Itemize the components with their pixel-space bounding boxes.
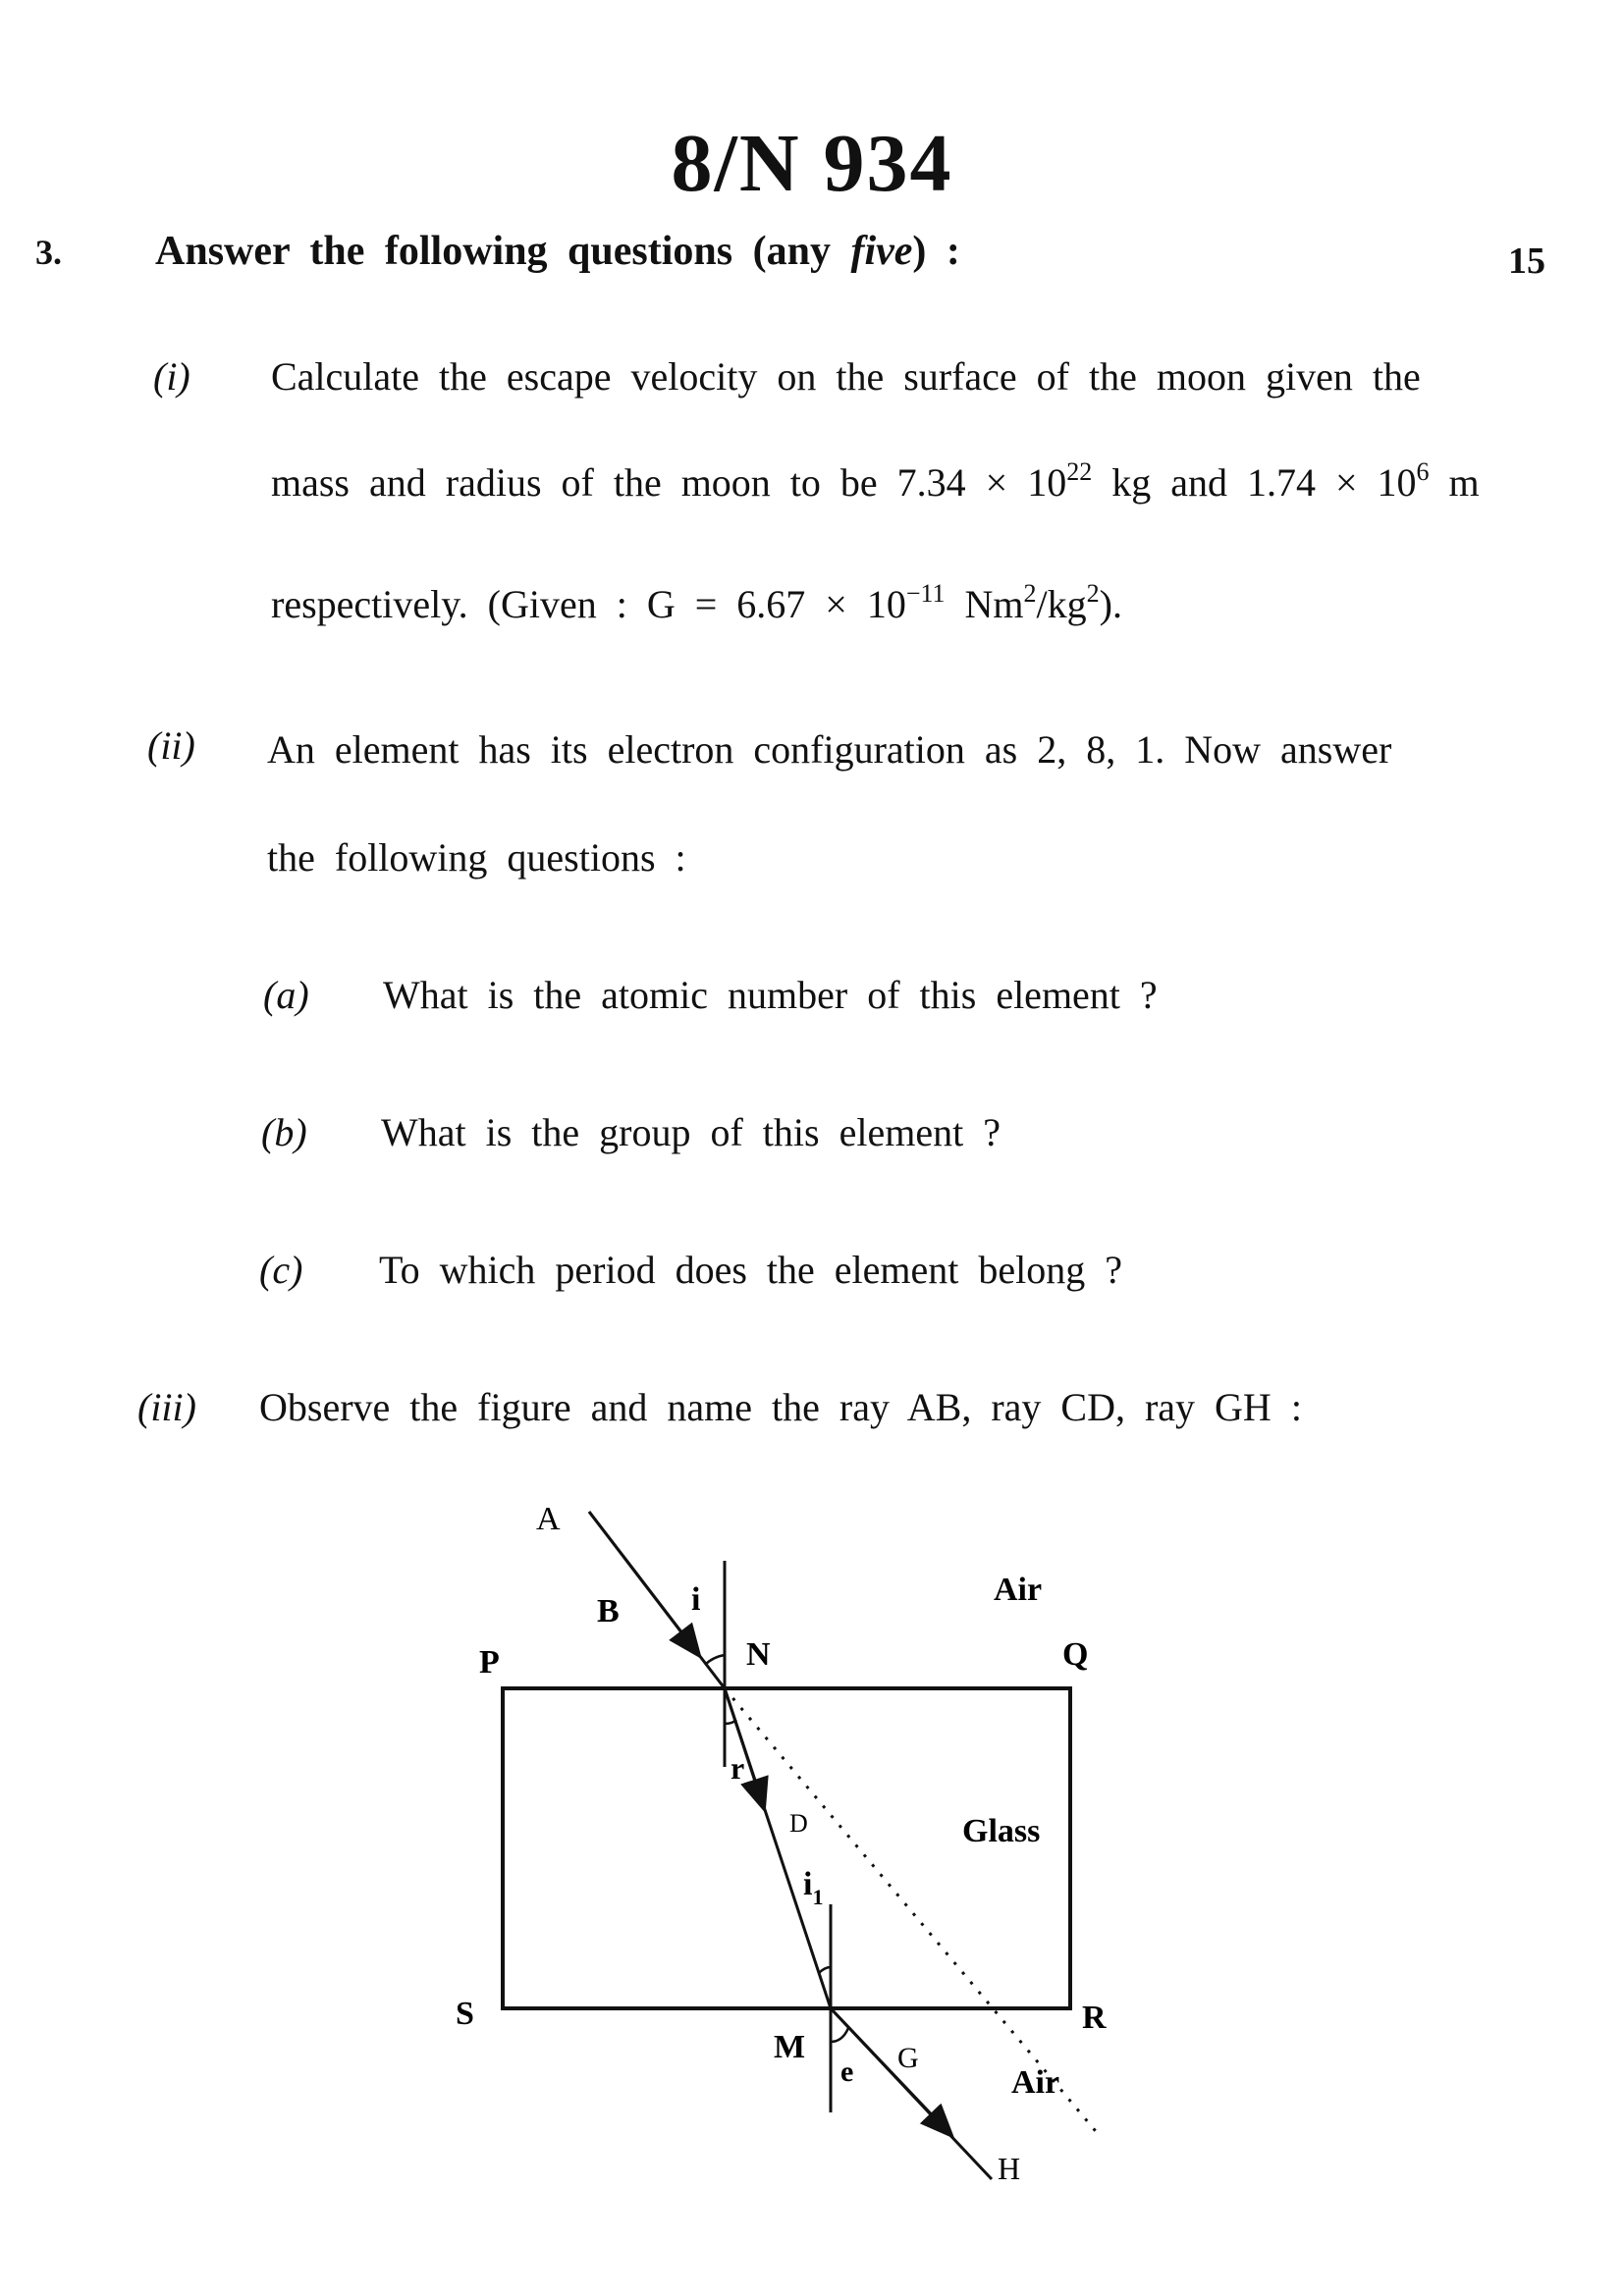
fig-label-p: P (479, 1644, 500, 1681)
part-ii-line1: An element has its electron configuration as 2, 8, 1. Now answer (267, 727, 1392, 772)
part-i-line3-sup1: −11 (905, 579, 946, 608)
part-i-line3 (271, 581, 1122, 627)
part-i-line2-c: m (1429, 460, 1480, 505)
fig-label-glass: Glass (962, 1813, 1041, 1849)
part-i-line2-b: kg and 1.74 × 10 (1092, 460, 1417, 505)
page-code: 8/N 934 (671, 118, 953, 209)
part-i-line1: Calculate the escape velocity on the surface of the moon given the (271, 354, 1421, 399)
part-i-line3-sup3: 2 (1086, 579, 1100, 608)
heading-emphasis: five (850, 229, 913, 274)
question-number: 3. (35, 233, 62, 272)
fig-label-air-bottom: Air (1011, 2064, 1060, 2101)
part-i-line3-d: ). (1099, 582, 1122, 626)
part-i-line2 (271, 459, 1480, 506)
part-ii-line2: the following questions : (267, 835, 686, 880)
part-i-line3-c: /kg (1036, 582, 1087, 626)
angle-e-arc (831, 2028, 848, 2042)
fig-label-e: e (840, 2056, 854, 2088)
refraction-figure (442, 1492, 1149, 2199)
fig-label-d: D (789, 1809, 808, 1838)
fig-label-i1-sub: 1 (812, 1885, 824, 1909)
question-marks: 15 (1508, 240, 1545, 282)
part-i-label: (i) (153, 354, 190, 399)
fig-label-air-top: Air (994, 1572, 1043, 1608)
fig-label-h: H (998, 2151, 1021, 2186)
part-i-line2-sup1: 22 (1066, 457, 1093, 486)
sub-b-label: (b) (261, 1110, 307, 1154)
fig-label-s: S (456, 1996, 474, 2032)
angle-i-arc (705, 1655, 725, 1665)
fig-label-g: G (897, 2042, 919, 2074)
sub-c-text: To which period does the element belong ? (379, 1248, 1122, 1292)
part-iii-text: Observe the figure and name the ray AB, ray CD, ray GH : (259, 1385, 1302, 1429)
sub-a-label: (a) (263, 973, 309, 1017)
fig-label-q: Q (1062, 1636, 1089, 1673)
fig-label-n: N (746, 1636, 771, 1673)
part-i-line3-b: Nm (945, 582, 1024, 626)
part-i-line3-a: respectively. (Given : G = 6.67 × 10 (271, 582, 906, 626)
fig-label-i1-main: i (803, 1866, 813, 1902)
fig-label-b: B (597, 1593, 620, 1629)
fig-label-r-corner: R (1082, 2000, 1107, 2036)
part-i-line2-sup2: 6 (1416, 457, 1430, 486)
part-iii-label: (iii) (137, 1385, 196, 1429)
fig-label-a: A (536, 1501, 561, 1537)
sub-c-label: (c) (259, 1248, 303, 1292)
part-i-line3-sup2: 2 (1023, 579, 1037, 608)
sub-b-text: What is the group of this element ? (381, 1110, 1001, 1154)
fig-label-i: i (691, 1581, 701, 1618)
fig-label-i1 (803, 1866, 823, 1909)
part-i-line2-a: mass and radius of the moon to be 7.34 × 10 (271, 460, 1067, 505)
part-ii-label: (ii) (147, 723, 195, 768)
fig-label-m: M (774, 2029, 806, 2065)
heading-prefix: Answer the following questions (any (155, 229, 851, 274)
heading-suffix: ) : (912, 229, 960, 274)
sub-a-text: What is the atomic number of this element ? (383, 973, 1158, 1017)
question-heading (155, 228, 960, 275)
fig-label-r: r (731, 1750, 745, 1786)
angle-i1-arc (819, 1967, 831, 1973)
